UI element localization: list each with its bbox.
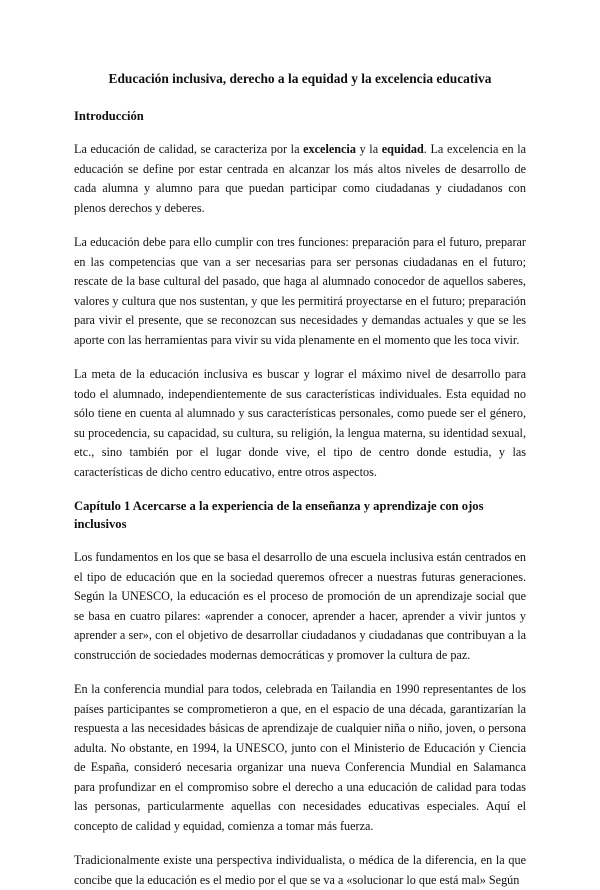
intro-paragraph-1 bbox=[74, 140, 526, 218]
p1-text-c: y la bbox=[355, 142, 382, 156]
document-title: Educación inclusiva, derecho a la equidad y la excelencia educativa bbox=[108, 71, 492, 86]
p1-text-d: . La excelencia en la educación se define por estar centrada en alcanzar los más altos niveles de desarrollo de cada alumna y alumno para que puedan participar como ciudadanas y ciudadanos con plenos derechos y deberes. bbox=[74, 142, 526, 215]
intro-paragraph-2: La educación debe para ello cumplir con tres funciones: preparación para el futuro, preparar en las competencias que van a ser necesarias para ser personas ciudadanas en el futuro; rescate de la base cultural del pasado, que haga al alumnado conocedor de aquellos saberes, valores y cultura que nos sustentan, y que les permitirá proyectarse en el futuro; preparación para vivir el presente, que se reconozcan sus necesidades y demandas actuales y que se les aporte con las herramientas para vivir su vida plenamente en el momento que les toca vivir. bbox=[74, 235, 526, 347]
chapter-paragraph-3: Tradicionalmente existe una perspectiva individualista, o médica de la diferencia, en la que concibe que la educación es el medio por el que se va a «solucionar lo que está mal» Según bbox=[74, 853, 526, 887]
p1-text-a: La educación de calidad, se caracteriza por la bbox=[74, 142, 304, 156]
chapter-paragraph-1: Los fundamentos en los que se basa el desarrollo de una escuela inclusiva están centrados en el tipo de educación que en la sociedad queremos ofrecer a nuestras futuras generaciones. Según la UNESCO, la educación es el proceso de promoción de un aprendizaje social que se basa en cuatro pilares: «aprender a conocer, aprender a hacer, aprender a vivir juntos y aprender a ser», con el objetivo de desarrollar ciudadanos y ciudadanas que contribuyan a la construcción de sociedades modernas democráticas y promover la cultura de paz. bbox=[74, 550, 526, 662]
chapter-heading: Capítulo 1 Acercarse a la experiencia de la enseñanza y aprendizaje con ojos inclusivos bbox=[74, 499, 484, 531]
p1-bold-equidad: equidad bbox=[381, 142, 424, 156]
chapter-paragraph-2: En la conferencia mundial para todos, celebrada en Tailandia en 1990 representantes de los países participantes se comprometieron a que, en el espacio de una década, garantizarían la respuesta a las necesidades básicas de aprendizaje de cualquier niña o niño, joven, o persona adulta. No obstante, en 1994, la UNESCO, junto con el Ministerio de Educación y Ciencia de España, consideró necesaria organizar una nueva Conferencia Mundial en Salamanca para profundizar en el compromiso sobre el derecho a una educación de calidad para todas las personas, particularmente aquellas con necesidades educativas especiales. Aquí el concepto de calidad y equidad, comienza a tomar más fuerza. bbox=[74, 682, 526, 833]
intro-paragraph-3: La meta de la educación inclusiva es buscar y lograr el máximo nivel de desarrollo para todo el alumnado, independientemente de sus características individuales. Esta equidad no sólo tiene en cuenta al alumnado y sus características personales, como puede ser el género, su procedencia, su capacidad, su cultura, su religión, la lengua materna, su identidad sexual, etc., sino también por el lugar donde vive, el tipo de centro donde estudia, y las características de dicho centro educativo, entre otros aspectos. bbox=[74, 367, 526, 479]
p1-bold-excelencia: excelencia bbox=[303, 142, 356, 156]
intro-heading: Introducción bbox=[74, 109, 144, 123]
